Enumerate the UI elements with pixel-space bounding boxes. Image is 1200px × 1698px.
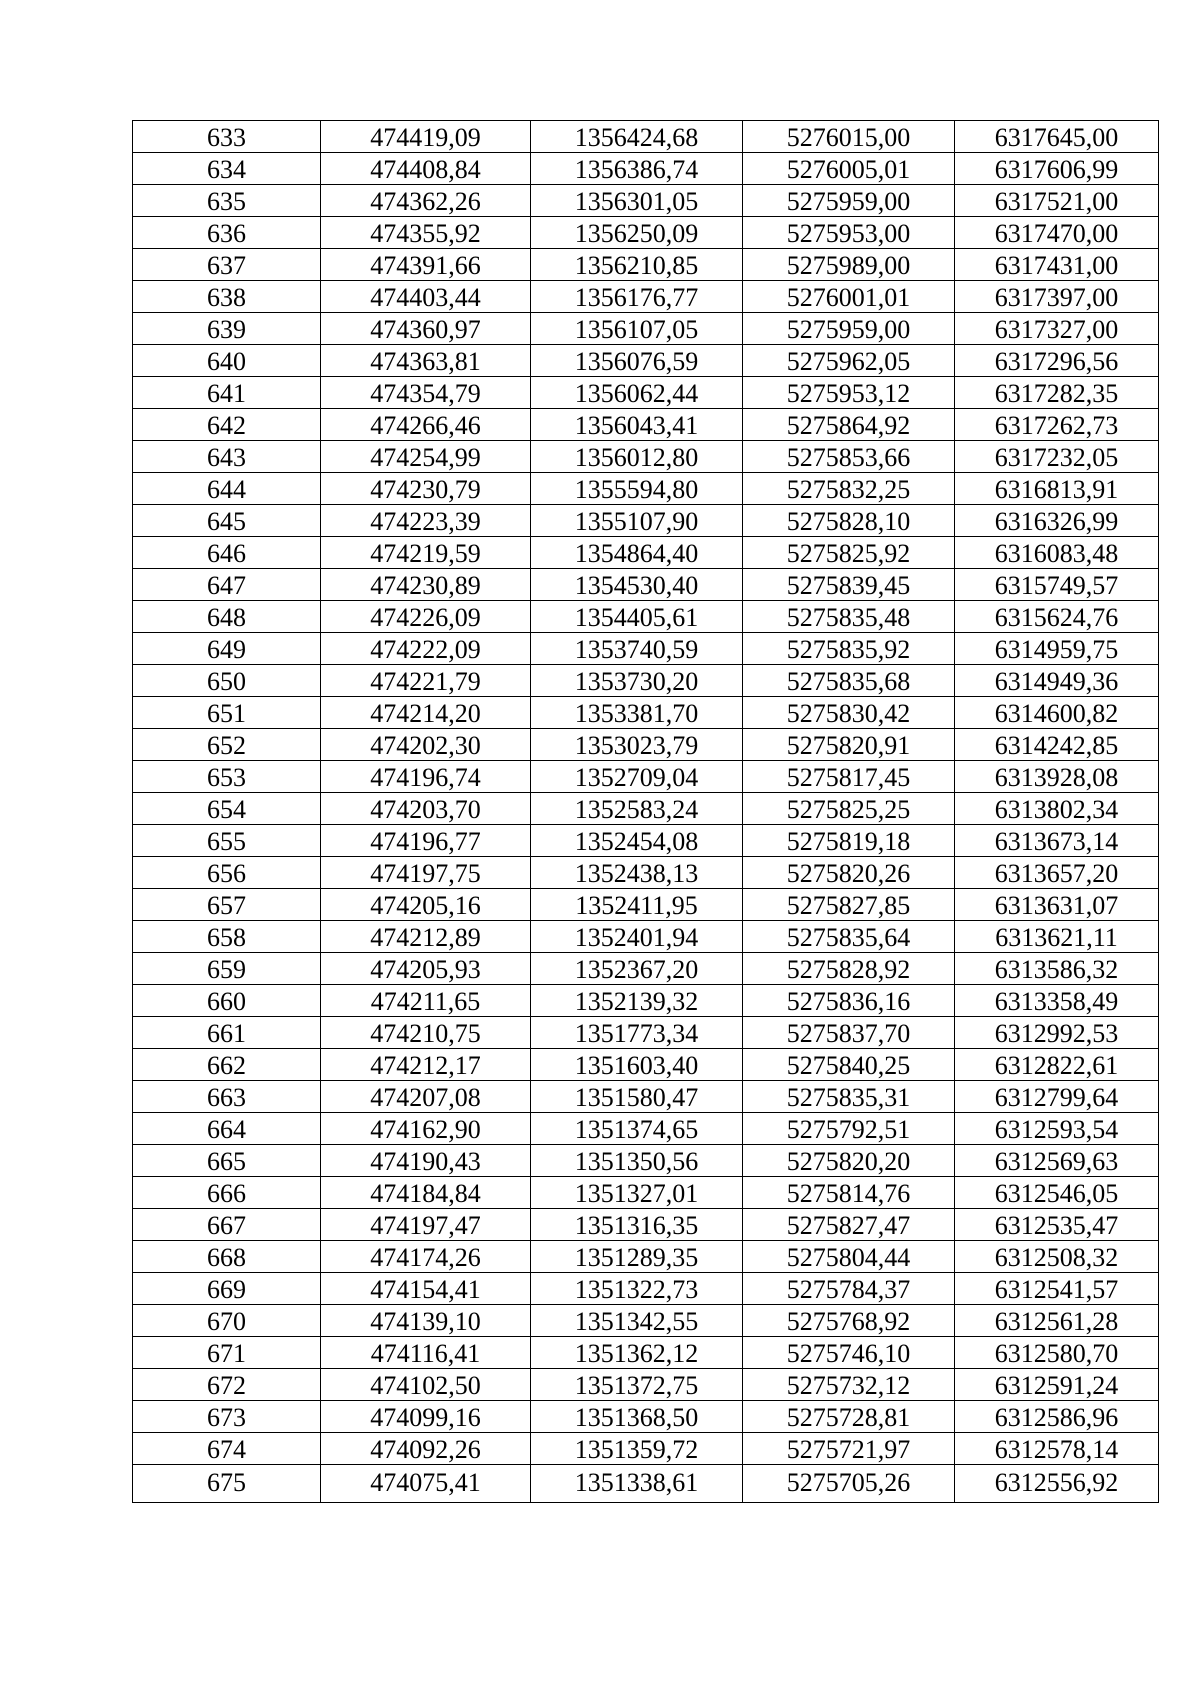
coord-col-4-cell: 6317282,35 <box>955 377 1159 409</box>
coord-col-4-cell: 6316326,99 <box>955 505 1159 537</box>
table-row <box>133 1401 1159 1433</box>
coord-col-1-cell: 474075,41 <box>321 1465 531 1503</box>
table-row <box>133 249 1159 281</box>
coord-col-4-cell: 6313657,20 <box>955 857 1159 889</box>
coord-col-3-cell: 5276001,01 <box>743 281 955 313</box>
coord-col-1-cell: 474162,90 <box>321 1113 531 1145</box>
table-row <box>133 1017 1159 1049</box>
table-row <box>133 313 1159 345</box>
coord-col-3-cell: 5275825,25 <box>743 793 955 825</box>
coord-col-2-cell: 1356107,05 <box>531 313 743 345</box>
table-row <box>133 1145 1159 1177</box>
coord-col-3-cell: 5275953,12 <box>743 377 955 409</box>
point-number-cell: 654 <box>133 793 321 825</box>
coord-col-1-cell: 474116,41 <box>321 1337 531 1369</box>
coord-col-2-cell: 1353381,70 <box>531 697 743 729</box>
table-row <box>133 537 1159 569</box>
coord-col-4-cell: 6317296,56 <box>955 345 1159 377</box>
coord-col-2-cell: 1356210,85 <box>531 249 743 281</box>
coord-col-3-cell: 5275825,92 <box>743 537 955 569</box>
table-row <box>133 633 1159 665</box>
point-number-cell: 658 <box>133 921 321 953</box>
point-number-cell: 647 <box>133 569 321 601</box>
coord-col-1-cell: 474174,26 <box>321 1241 531 1273</box>
coord-col-1-cell: 474230,79 <box>321 473 531 505</box>
table-row <box>133 1305 1159 1337</box>
coord-col-4-cell: 6312556,92 <box>955 1465 1159 1503</box>
coord-col-2-cell: 1352411,95 <box>531 889 743 921</box>
coord-col-1-cell: 474205,93 <box>321 953 531 985</box>
table-row <box>133 697 1159 729</box>
coord-col-3-cell: 5275836,16 <box>743 985 955 1017</box>
point-number-cell: 652 <box>133 729 321 761</box>
coord-col-3-cell: 5275792,51 <box>743 1113 955 1145</box>
table-row <box>133 601 1159 633</box>
coord-col-1-cell: 474196,74 <box>321 761 531 793</box>
coord-col-4-cell: 6312799,64 <box>955 1081 1159 1113</box>
coord-col-3-cell: 5275827,47 <box>743 1209 955 1241</box>
point-number-cell: 640 <box>133 345 321 377</box>
coord-col-3-cell: 5275705,26 <box>743 1465 955 1503</box>
coord-col-3-cell: 5275853,66 <box>743 441 955 473</box>
point-number-cell: 650 <box>133 665 321 697</box>
coord-col-1-cell: 474154,41 <box>321 1273 531 1305</box>
point-number-cell: 659 <box>133 953 321 985</box>
coord-col-1-cell: 474203,70 <box>321 793 531 825</box>
coord-col-2-cell: 1351350,56 <box>531 1145 743 1177</box>
point-number-cell: 655 <box>133 825 321 857</box>
coord-col-4-cell: 6312822,61 <box>955 1049 1159 1081</box>
coord-col-1-cell: 474266,46 <box>321 409 531 441</box>
table-row <box>133 1209 1159 1241</box>
coord-col-3-cell: 5275953,00 <box>743 217 955 249</box>
coord-col-2-cell: 1355107,90 <box>531 505 743 537</box>
coord-col-3-cell: 5275817,45 <box>743 761 955 793</box>
coord-col-2-cell: 1354405,61 <box>531 601 743 633</box>
coord-col-4-cell: 6313802,34 <box>955 793 1159 825</box>
coord-col-4-cell: 6315624,76 <box>955 601 1159 633</box>
coord-col-1-cell: 474219,59 <box>321 537 531 569</box>
coord-col-3-cell: 5275835,48 <box>743 601 955 633</box>
coord-col-4-cell: 6313621,11 <box>955 921 1159 953</box>
coord-col-4-cell: 6313673,14 <box>955 825 1159 857</box>
coord-col-1-cell: 474254,99 <box>321 441 531 473</box>
coord-col-4-cell: 6314242,85 <box>955 729 1159 761</box>
coord-col-4-cell: 6312508,32 <box>955 1241 1159 1273</box>
point-number-cell: 664 <box>133 1113 321 1145</box>
point-number-cell: 633 <box>133 121 321 153</box>
coord-col-1-cell: 474419,09 <box>321 121 531 153</box>
coord-col-1-cell: 474223,39 <box>321 505 531 537</box>
table-row <box>133 377 1159 409</box>
coord-col-1-cell: 474202,30 <box>321 729 531 761</box>
table-row <box>133 1337 1159 1369</box>
coord-col-1-cell: 474230,89 <box>321 569 531 601</box>
coord-col-1-cell: 474360,97 <box>321 313 531 345</box>
coord-col-3-cell: 5275959,00 <box>743 185 955 217</box>
point-number-cell: 670 <box>133 1305 321 1337</box>
coord-col-4-cell: 6312580,70 <box>955 1337 1159 1369</box>
coord-col-1-cell: 474197,47 <box>321 1209 531 1241</box>
coord-col-4-cell: 6314600,82 <box>955 697 1159 729</box>
coord-col-2-cell: 1355594,80 <box>531 473 743 505</box>
coord-col-2-cell: 1356043,41 <box>531 409 743 441</box>
coord-col-3-cell: 5275864,92 <box>743 409 955 441</box>
coord-col-3-cell: 5275814,76 <box>743 1177 955 1209</box>
coord-col-1-cell: 474197,75 <box>321 857 531 889</box>
point-number-cell: 653 <box>133 761 321 793</box>
coord-col-3-cell: 5275746,10 <box>743 1337 955 1369</box>
coord-col-2-cell: 1351289,35 <box>531 1241 743 1273</box>
coord-col-2-cell: 1356301,05 <box>531 185 743 217</box>
coord-col-4-cell: 6312593,54 <box>955 1113 1159 1145</box>
table-row <box>133 1081 1159 1113</box>
table-row <box>133 281 1159 313</box>
coord-col-1-cell: 474102,50 <box>321 1369 531 1401</box>
coord-col-2-cell: 1351322,73 <box>531 1273 743 1305</box>
table-row <box>133 569 1159 601</box>
table-row <box>133 665 1159 697</box>
point-number-cell: 646 <box>133 537 321 569</box>
table-row <box>133 953 1159 985</box>
coordinates-table-body <box>133 121 1159 1503</box>
coord-col-1-cell: 474205,16 <box>321 889 531 921</box>
point-number-cell: 674 <box>133 1433 321 1465</box>
point-number-cell: 637 <box>133 249 321 281</box>
coord-col-3-cell: 5275835,92 <box>743 633 955 665</box>
table-row <box>133 185 1159 217</box>
coord-col-1-cell: 474196,77 <box>321 825 531 857</box>
coord-col-2-cell: 1352583,24 <box>531 793 743 825</box>
coord-col-1-cell: 474210,75 <box>321 1017 531 1049</box>
point-number-cell: 636 <box>133 217 321 249</box>
coord-col-1-cell: 474354,79 <box>321 377 531 409</box>
coord-col-3-cell: 5276015,00 <box>743 121 955 153</box>
point-number-cell: 656 <box>133 857 321 889</box>
coord-col-4-cell: 6316083,48 <box>955 537 1159 569</box>
point-number-cell: 657 <box>133 889 321 921</box>
coord-col-3-cell: 5275768,92 <box>743 1305 955 1337</box>
coord-col-3-cell: 5275828,10 <box>743 505 955 537</box>
coord-col-2-cell: 1356176,77 <box>531 281 743 313</box>
coord-col-2-cell: 1351773,34 <box>531 1017 743 1049</box>
coord-col-1-cell: 474403,44 <box>321 281 531 313</box>
coord-col-4-cell: 6313631,07 <box>955 889 1159 921</box>
coord-col-4-cell: 6317262,73 <box>955 409 1159 441</box>
coord-col-3-cell: 5275820,20 <box>743 1145 955 1177</box>
coord-col-2-cell: 1351362,12 <box>531 1337 743 1369</box>
coord-col-2-cell: 1356250,09 <box>531 217 743 249</box>
coord-col-3-cell: 5275962,05 <box>743 345 955 377</box>
coord-col-4-cell: 6317397,00 <box>955 281 1159 313</box>
coord-col-4-cell: 6312541,57 <box>955 1273 1159 1305</box>
coord-col-2-cell: 1354864,40 <box>531 537 743 569</box>
coord-col-2-cell: 1351580,47 <box>531 1081 743 1113</box>
coord-col-2-cell: 1351342,55 <box>531 1305 743 1337</box>
point-number-cell: 661 <box>133 1017 321 1049</box>
point-number-cell: 668 <box>133 1241 321 1273</box>
coord-col-2-cell: 1356386,74 <box>531 153 743 185</box>
point-number-cell: 663 <box>133 1081 321 1113</box>
coord-col-2-cell: 1351603,40 <box>531 1049 743 1081</box>
point-number-cell: 645 <box>133 505 321 537</box>
coord-col-2-cell: 1356012,80 <box>531 441 743 473</box>
coord-col-3-cell: 5275827,85 <box>743 889 955 921</box>
coord-col-3-cell: 5275989,00 <box>743 249 955 281</box>
coord-col-1-cell: 474212,17 <box>321 1049 531 1081</box>
coord-col-4-cell: 6312535,47 <box>955 1209 1159 1241</box>
point-number-cell: 673 <box>133 1401 321 1433</box>
coord-col-4-cell: 6312561,28 <box>955 1305 1159 1337</box>
point-number-cell: 666 <box>133 1177 321 1209</box>
coord-col-3-cell: 5275835,64 <box>743 921 955 953</box>
table-row <box>133 1433 1159 1465</box>
table-row <box>133 345 1159 377</box>
coord-col-1-cell: 474211,65 <box>321 985 531 1017</box>
point-number-cell: 644 <box>133 473 321 505</box>
coord-col-2-cell: 1352438,13 <box>531 857 743 889</box>
point-number-cell: 669 <box>133 1273 321 1305</box>
table-row <box>133 1369 1159 1401</box>
coord-col-1-cell: 474226,09 <box>321 601 531 633</box>
coord-col-1-cell: 474362,26 <box>321 185 531 217</box>
coord-col-1-cell: 474391,66 <box>321 249 531 281</box>
coord-col-4-cell: 6317521,00 <box>955 185 1159 217</box>
coord-col-2-cell: 1351359,72 <box>531 1433 743 1465</box>
table-row <box>133 793 1159 825</box>
coord-col-1-cell: 474207,08 <box>321 1081 531 1113</box>
point-number-cell: 639 <box>133 313 321 345</box>
table-row <box>133 857 1159 889</box>
coord-col-3-cell: 5275732,12 <box>743 1369 955 1401</box>
coord-col-1-cell: 474363,81 <box>321 345 531 377</box>
coord-col-1-cell: 474092,26 <box>321 1433 531 1465</box>
coord-col-2-cell: 1351327,01 <box>531 1177 743 1209</box>
coord-col-3-cell: 5275835,68 <box>743 665 955 697</box>
point-number-cell: 672 <box>133 1369 321 1401</box>
coord-col-2-cell: 1351374,65 <box>531 1113 743 1145</box>
coord-col-4-cell: 6312578,14 <box>955 1433 1159 1465</box>
coord-col-1-cell: 474214,20 <box>321 697 531 729</box>
coord-col-4-cell: 6314949,36 <box>955 665 1159 697</box>
coord-col-3-cell: 5276005,01 <box>743 153 955 185</box>
coord-col-4-cell: 6312569,63 <box>955 1145 1159 1177</box>
coord-col-4-cell: 6317431,00 <box>955 249 1159 281</box>
table-row <box>133 409 1159 441</box>
point-number-cell: 634 <box>133 153 321 185</box>
table-row <box>133 825 1159 857</box>
coord-col-2-cell: 1353023,79 <box>531 729 743 761</box>
coord-col-3-cell: 5275721,97 <box>743 1433 955 1465</box>
table-row <box>133 761 1159 793</box>
coord-col-2-cell: 1351368,50 <box>531 1401 743 1433</box>
coord-col-1-cell: 474099,16 <box>321 1401 531 1433</box>
coord-col-3-cell: 5275835,31 <box>743 1081 955 1113</box>
coord-col-4-cell: 6312591,24 <box>955 1369 1159 1401</box>
coordinates-table <box>132 120 1159 1503</box>
coord-col-4-cell: 6314959,75 <box>955 633 1159 665</box>
point-number-cell: 651 <box>133 697 321 729</box>
coord-col-1-cell: 474190,43 <box>321 1145 531 1177</box>
coord-col-4-cell: 6312586,96 <box>955 1401 1159 1433</box>
coord-col-2-cell: 1352401,94 <box>531 921 743 953</box>
table-row <box>133 1049 1159 1081</box>
coord-col-2-cell: 1352709,04 <box>531 761 743 793</box>
point-number-cell: 648 <box>133 601 321 633</box>
coord-col-4-cell: 6316813,91 <box>955 473 1159 505</box>
table-row <box>133 1273 1159 1305</box>
point-number-cell: 641 <box>133 377 321 409</box>
coord-col-3-cell: 5275820,91 <box>743 729 955 761</box>
coord-col-2-cell: 1356424,68 <box>531 121 743 153</box>
point-number-cell: 671 <box>133 1337 321 1369</box>
table-row <box>133 1465 1159 1503</box>
table-row <box>133 921 1159 953</box>
coord-col-2-cell: 1356076,59 <box>531 345 743 377</box>
coord-col-1-cell: 474184,84 <box>321 1177 531 1209</box>
coord-col-3-cell: 5275728,81 <box>743 1401 955 1433</box>
coord-col-3-cell: 5275839,45 <box>743 569 955 601</box>
coord-col-2-cell: 1352367,20 <box>531 953 743 985</box>
coord-col-3-cell: 5275784,37 <box>743 1273 955 1305</box>
table-row <box>133 1177 1159 1209</box>
point-number-cell: 638 <box>133 281 321 313</box>
coord-col-4-cell: 6313358,49 <box>955 985 1159 1017</box>
coord-col-2-cell: 1352139,32 <box>531 985 743 1017</box>
point-number-cell: 667 <box>133 1209 321 1241</box>
table-row <box>133 473 1159 505</box>
table-row <box>133 121 1159 153</box>
point-number-cell: 660 <box>133 985 321 1017</box>
coord-col-1-cell: 474212,89 <box>321 921 531 953</box>
coord-col-2-cell: 1354530,40 <box>531 569 743 601</box>
coord-col-2-cell: 1351338,61 <box>531 1465 743 1503</box>
point-number-cell: 649 <box>133 633 321 665</box>
point-number-cell: 675 <box>133 1465 321 1503</box>
coord-col-3-cell: 5275820,26 <box>743 857 955 889</box>
point-number-cell: 643 <box>133 441 321 473</box>
coord-col-1-cell: 474139,10 <box>321 1305 531 1337</box>
coord-col-2-cell: 1353740,59 <box>531 633 743 665</box>
table-row <box>133 153 1159 185</box>
table-row <box>133 505 1159 537</box>
table-row <box>133 889 1159 921</box>
coord-col-4-cell: 6312992,53 <box>955 1017 1159 1049</box>
coord-col-2-cell: 1352454,08 <box>531 825 743 857</box>
coord-col-3-cell: 5275832,25 <box>743 473 955 505</box>
coord-col-3-cell: 5275830,42 <box>743 697 955 729</box>
point-number-cell: 662 <box>133 1049 321 1081</box>
coord-col-3-cell: 5275840,25 <box>743 1049 955 1081</box>
coord-col-3-cell: 5275837,70 <box>743 1017 955 1049</box>
coord-col-4-cell: 6317470,00 <box>955 217 1159 249</box>
coord-col-1-cell: 474355,92 <box>321 217 531 249</box>
coord-col-3-cell: 5275828,92 <box>743 953 955 985</box>
coord-col-4-cell: 6313928,08 <box>955 761 1159 793</box>
point-number-cell: 642 <box>133 409 321 441</box>
table-row <box>133 729 1159 761</box>
coord-col-1-cell: 474408,84 <box>321 153 531 185</box>
coord-col-2-cell: 1356062,44 <box>531 377 743 409</box>
table-row <box>133 1113 1159 1145</box>
coord-col-4-cell: 6317232,05 <box>955 441 1159 473</box>
coord-col-1-cell: 474222,09 <box>321 633 531 665</box>
coord-col-2-cell: 1351316,35 <box>531 1209 743 1241</box>
coord-col-2-cell: 1351372,75 <box>531 1369 743 1401</box>
coord-col-3-cell: 5275819,18 <box>743 825 955 857</box>
coord-col-3-cell: 5275959,00 <box>743 313 955 345</box>
coord-col-3-cell: 5275804,44 <box>743 1241 955 1273</box>
coord-col-4-cell: 6317606,99 <box>955 153 1159 185</box>
coord-col-4-cell: 6315749,57 <box>955 569 1159 601</box>
point-number-cell: 635 <box>133 185 321 217</box>
coord-col-4-cell: 6317645,00 <box>955 121 1159 153</box>
coord-col-4-cell: 6317327,00 <box>955 313 1159 345</box>
coord-col-4-cell: 6313586,32 <box>955 953 1159 985</box>
coord-col-4-cell: 6312546,05 <box>955 1177 1159 1209</box>
coord-col-2-cell: 1353730,20 <box>531 665 743 697</box>
point-number-cell: 665 <box>133 1145 321 1177</box>
table-row <box>133 985 1159 1017</box>
table-row <box>133 441 1159 473</box>
table-row <box>133 1241 1159 1273</box>
table-row <box>133 217 1159 249</box>
coord-col-1-cell: 474221,79 <box>321 665 531 697</box>
